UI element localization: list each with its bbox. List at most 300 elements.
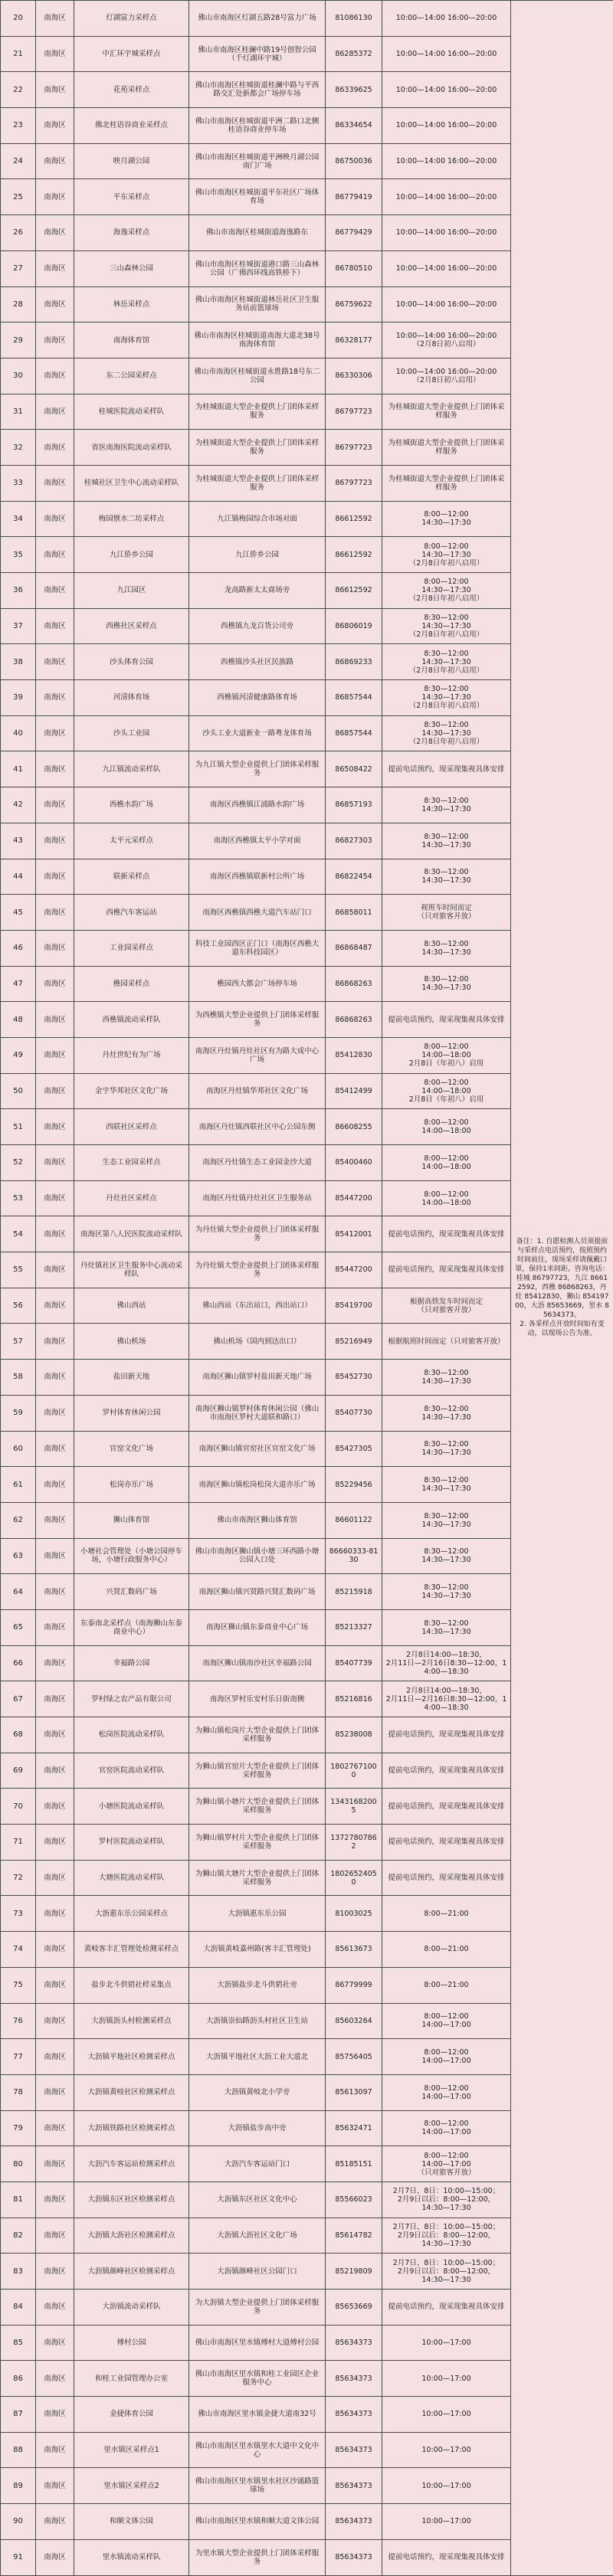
district-cell: 南海区 bbox=[36, 2182, 74, 2218]
phone-cell: 85427305 bbox=[326, 1431, 382, 1467]
opening-hours-cell: 10:00—17:00 bbox=[382, 2432, 511, 2468]
site-name-cell: 西樵水韵广场 bbox=[74, 787, 189, 823]
phone-cell: 86608255 bbox=[326, 1109, 382, 1145]
opening-hours-cell: 8:00—12:00 14:00—18:00 2月8日（年初八）启用 bbox=[382, 1037, 511, 1073]
opening-hours-cell: 8:00—12:00 14:00—17:00 （只对旅客开放） bbox=[382, 2146, 511, 2182]
phone-cell: 86601122 bbox=[326, 1502, 382, 1538]
address-cell: 大沥镇平地社区大沥工业大道北 bbox=[189, 2039, 326, 2075]
district-cell: 南海区 bbox=[36, 2539, 74, 2575]
phone-cell: 85653669 bbox=[326, 2290, 382, 2326]
address-cell: 沙头工业大道新业一路粤龙体育场 bbox=[189, 715, 326, 751]
row-number-cell: 74 bbox=[1, 1932, 36, 1968]
site-name-cell: 大塘医院流动采样队 bbox=[74, 1860, 189, 1896]
site-name-cell: 丹灶镇社区卫生服务中心流动采样队 bbox=[74, 1252, 189, 1288]
opening-hours-cell: 为桂城街道大型企业提供上门团体采样服务 bbox=[382, 465, 511, 501]
district-cell: 南海区 bbox=[36, 1932, 74, 1968]
row-number-cell: 65 bbox=[1, 1609, 36, 1645]
row-number-cell: 82 bbox=[1, 2218, 36, 2254]
address-cell: 南海区丹灶镇丹灶社区卫生服务站 bbox=[189, 1180, 326, 1216]
row-number-cell: 72 bbox=[1, 1860, 36, 1896]
opening-hours-cell: 根据航班时间而定（只对旅客开放） bbox=[382, 1324, 511, 1360]
district-cell: 南海区 bbox=[36, 1288, 74, 1324]
phone-cell: 85412001 bbox=[326, 1216, 382, 1252]
district-cell: 南海区 bbox=[36, 930, 74, 966]
row-number-cell: 84 bbox=[1, 2290, 36, 2326]
phone-cell: 85216816 bbox=[326, 1681, 382, 1717]
address-cell: 大沥汽车客运站门口 bbox=[189, 2146, 326, 2182]
row-number-cell: 62 bbox=[1, 1502, 36, 1538]
address-cell: 大沥镇盐步高中旁 bbox=[189, 2110, 326, 2146]
opening-hours-cell: 8:30—12:00 14:30—17:30 bbox=[382, 787, 511, 823]
opening-hours-cell: 8:30—12:00 14:30—17:30 bbox=[382, 823, 511, 859]
row-number-cell: 23 bbox=[1, 108, 36, 144]
opening-hours-cell: 8:30—12:00 14:30—17:30 bbox=[382, 859, 511, 895]
district-cell: 南海区 bbox=[36, 1753, 74, 1789]
district-cell: 南海区 bbox=[36, 2218, 74, 2254]
site-name-cell: 桂城社区卫生中心流动采样队 bbox=[74, 465, 189, 501]
district-cell: 南海区 bbox=[36, 286, 74, 322]
district-cell: 南海区 bbox=[36, 1109, 74, 1145]
district-cell: 南海区 bbox=[36, 895, 74, 931]
address-cell: 为狮山镇小塘片大型企业提供上门团体采样服务 bbox=[189, 1789, 326, 1825]
phone-cell: 86612592 bbox=[326, 501, 382, 537]
district-cell: 南海区 bbox=[36, 501, 74, 537]
site-name-cell: 小塘医院流动采样队 bbox=[74, 1789, 189, 1825]
address-cell: 为桂城街道大型企业提供上门团体采样服务 bbox=[189, 465, 326, 501]
district-cell: 南海区 bbox=[36, 2074, 74, 2110]
row-number-cell: 55 bbox=[1, 1252, 36, 1288]
row-number-cell: 77 bbox=[1, 2039, 36, 2075]
address-cell: 佛山市南海区桂澜中路19号创智公园（千灯湖环宇城） bbox=[189, 36, 326, 72]
site-name-cell: 桂城医院流动采样队 bbox=[74, 394, 189, 430]
row-number-cell: 27 bbox=[1, 250, 36, 286]
district-cell: 南海区 bbox=[36, 1825, 74, 1861]
district-cell: 南海区 bbox=[36, 36, 74, 72]
opening-hours-cell: 8:30—12:00 14:30—17:30 （2月8日年初八启用） bbox=[382, 680, 511, 716]
site-name-cell: 灯湖富力采样点 bbox=[74, 1, 189, 37]
row-number-cell: 43 bbox=[1, 823, 36, 859]
district-cell: 南海区 bbox=[36, 608, 74, 644]
address-cell: 为西樵镇大型企业提供上门团体采样服务 bbox=[189, 1002, 326, 1038]
opening-hours-cell: 提前电话预约，现采现集视具体安排 bbox=[382, 1216, 511, 1252]
row-number-cell: 59 bbox=[1, 1395, 36, 1431]
opening-hours-cell: 提前电话预约，现采现集视具体安排 bbox=[382, 2539, 511, 2575]
row-number-cell: 70 bbox=[1, 1789, 36, 1825]
phone-cell: 86612592 bbox=[326, 573, 382, 609]
row-number-cell: 81 bbox=[1, 2182, 36, 2218]
opening-hours-cell: 8:30—12:00 14:30—17:30 bbox=[382, 966, 511, 1002]
opening-hours-cell: 2月8日14:00—18:30， 2月11日—2月16日8:30—12:00，14:00—18:30 bbox=[382, 1645, 511, 1681]
district-cell: 南海区 bbox=[36, 1609, 74, 1645]
site-name-cell: 大沥惠东乐公园采样点 bbox=[74, 1896, 189, 1932]
address-cell: 南海区罗村乐安村乐日街南侧 bbox=[189, 1681, 326, 1717]
district-cell: 南海区 bbox=[36, 215, 74, 251]
site-name-cell: 幸福路公园 bbox=[74, 1645, 189, 1681]
district-cell: 南海区 bbox=[36, 1, 74, 37]
site-name-cell: 罗村绿之农产品有限公司 bbox=[74, 1681, 189, 1717]
site-name-cell: 九江园区 bbox=[74, 573, 189, 609]
opening-hours-cell: 8:30—12:00 14:30—17:30 bbox=[382, 1467, 511, 1503]
phone-cell: 81003025 bbox=[326, 1896, 382, 1932]
opening-hours-cell: 10:00—14:00 16:00—20:00 bbox=[382, 286, 511, 322]
address-cell: 佛山市南海区桂城街道永胜路18号东二公园 bbox=[189, 358, 326, 394]
address-cell: 为丹灶镇大型企业提供上门团体采样服务 bbox=[189, 1252, 326, 1288]
row-number-cell: 63 bbox=[1, 1538, 36, 1574]
phone-cell: 18027671000 bbox=[326, 1753, 382, 1789]
phone-cell: 85634373 bbox=[326, 2468, 382, 2504]
address-cell: 佛山市南海区里水镇傅村大道傅村公园 bbox=[189, 2325, 326, 2361]
address-cell: 为九江镇大型企业提供上门团体采样服务 bbox=[189, 751, 326, 787]
phone-cell: 85634373 bbox=[326, 2432, 382, 2468]
phone-cell: 86328177 bbox=[326, 322, 382, 358]
row-number-cell: 71 bbox=[1, 1825, 36, 1861]
address-cell: 佛山市南海区桂城街道海逸路东 bbox=[189, 215, 326, 251]
address-cell: 大沥镇黄岐嘉州路(客丰汇管理处) bbox=[189, 1932, 326, 1968]
phone-cell: 86780510 bbox=[326, 250, 382, 286]
address-cell: 龙高路新太太商场旁 bbox=[189, 573, 326, 609]
phone-cell: 86868487 bbox=[326, 930, 382, 966]
opening-hours-cell: 8:00—12:00 14:00—17:00 bbox=[382, 2110, 511, 2146]
site-name-cell: 联新采样点 bbox=[74, 859, 189, 895]
row-number-cell: 58 bbox=[1, 1360, 36, 1396]
address-cell: 南海区狮山镇罗村盐田新天地广场 bbox=[189, 1360, 326, 1396]
opening-hours-cell: 视班车时间而定 （只对旅客开放） bbox=[382, 895, 511, 931]
opening-hours-cell: 提前电话预约，现采现集视具体安排 bbox=[382, 1860, 511, 1896]
site-name-cell: 大沥汽车客运站检测采样点 bbox=[74, 2146, 189, 2182]
phone-cell: 86797723 bbox=[326, 394, 382, 430]
phone-cell: 86508422 bbox=[326, 751, 382, 787]
table-body bbox=[1, 1, 613, 2576]
district-cell: 南海区 bbox=[36, 250, 74, 286]
table-row bbox=[1, 1, 613, 37]
address-cell: 佛山西站（东出站口，西出站口） bbox=[189, 1288, 326, 1324]
opening-hours-cell: 提前电话预约，现采现集视具体安排 bbox=[382, 2290, 511, 2326]
site-name-cell: 盐步北斗供销社样采集点 bbox=[74, 1967, 189, 2003]
opening-hours-cell: 8:30—12:00 14:30—17:30 bbox=[382, 1502, 511, 1538]
address-cell: 南海区狮山镇兴贤路兴贤汇数码广场 bbox=[189, 1574, 326, 1610]
address-cell: 南海区丹灶镇西联社区中心公园东侧 bbox=[189, 1109, 326, 1145]
district-cell: 南海区 bbox=[36, 2397, 74, 2433]
row-number-cell: 21 bbox=[1, 36, 36, 72]
district-cell: 南海区 bbox=[36, 573, 74, 609]
opening-hours-cell: 8:00—12:00 14:00—17:00 bbox=[382, 2074, 511, 2110]
site-name-cell: 平东采样点 bbox=[74, 179, 189, 215]
opening-hours-cell: 8:00—21:00 bbox=[382, 1967, 511, 2003]
district-cell: 南海区 bbox=[36, 1538, 74, 1574]
row-number-cell: 29 bbox=[1, 322, 36, 358]
address-cell: 九江镇梅园综合市场对面 bbox=[189, 501, 326, 537]
site-name-cell: 工业园采样点 bbox=[74, 930, 189, 966]
row-number-cell: 76 bbox=[1, 2003, 36, 2039]
site-name-cell: 河清体育场 bbox=[74, 680, 189, 716]
phone-cell: 86779429 bbox=[326, 215, 382, 251]
phone-cell: 85756405 bbox=[326, 2039, 382, 2075]
phone-cell: 86285372 bbox=[326, 36, 382, 72]
district-cell: 南海区 bbox=[36, 1360, 74, 1396]
site-name-cell: 官窑医院流动采样队 bbox=[74, 1753, 189, 1789]
district-cell: 南海区 bbox=[36, 1395, 74, 1431]
address-cell: 佛山市南海区桂城街道平洲映月湖公园南门广场 bbox=[189, 143, 326, 179]
phone-cell: 85219809 bbox=[326, 2254, 382, 2290]
phone-cell: 86869233 bbox=[326, 644, 382, 680]
phone-cell: 85400460 bbox=[326, 1145, 382, 1181]
address-cell: 西樵镇河清健康路体育场 bbox=[189, 680, 326, 716]
district-cell: 南海区 bbox=[36, 1073, 74, 1109]
address-cell: 南海区丹灶镇丹灶社区有为路大成中心广场 bbox=[189, 1037, 326, 1073]
site-name-cell: 大沥镇颜峰社区检测采样点 bbox=[74, 2254, 189, 2290]
opening-hours-cell: 提前电话预约，现采现集视具体安排 bbox=[382, 1753, 511, 1789]
opening-hours-cell: 8:00—12:00 14:00—18:00 bbox=[382, 1145, 511, 1181]
address-cell: 科技工业园西区正门口（南海区西樵大道东科技园区） bbox=[189, 930, 326, 966]
district-cell: 南海区 bbox=[36, 715, 74, 751]
address-cell: 南海区西樵镇江浦路水韵广场 bbox=[189, 787, 326, 823]
site-name-cell: 兴贤汇数码广场 bbox=[74, 1574, 189, 1610]
district-cell: 南海区 bbox=[36, 394, 74, 430]
phone-cell: 86339625 bbox=[326, 72, 382, 108]
site-name-cell: 南海体育馆 bbox=[74, 322, 189, 358]
row-number-cell: 75 bbox=[1, 1967, 36, 2003]
opening-hours-cell: 10:00—14:00 16:00—20:00 bbox=[382, 36, 511, 72]
phone-cell: 85634373 bbox=[326, 2325, 382, 2361]
district-cell: 南海区 bbox=[36, 2003, 74, 2039]
row-number-cell: 36 bbox=[1, 573, 36, 609]
row-number-cell: 90 bbox=[1, 2504, 36, 2540]
row-number-cell: 79 bbox=[1, 2110, 36, 2146]
row-number-cell: 85 bbox=[1, 2325, 36, 2361]
district-cell: 南海区 bbox=[36, 1324, 74, 1360]
site-name-cell: 小塘社会管理处（小塘公园停车场，小塘行政服务中心） bbox=[74, 1538, 189, 1574]
district-cell: 南海区 bbox=[36, 859, 74, 895]
address-cell: 南海区狮山镇松岗松岗大道亦乐广场 bbox=[189, 1467, 326, 1503]
opening-hours-cell: 8:30—12:00 14:30—17:30 （2月8日年初八启用） bbox=[382, 715, 511, 751]
opening-hours-cell: 2月8日14:00—18:30， 2月11日—2月16日8:30—12:00，14:00—18:30 bbox=[382, 1681, 511, 1717]
opening-hours-cell: 8:00—21:00 bbox=[382, 1896, 511, 1932]
opening-hours-cell: 提前电话预约，现采现集视具体安排 bbox=[382, 1825, 511, 1861]
phone-cell: 85614782 bbox=[326, 2218, 382, 2254]
district-cell: 南海区 bbox=[36, 143, 74, 179]
site-name-cell: 林岳采样点 bbox=[74, 286, 189, 322]
phone-cell: 85213327 bbox=[326, 1609, 382, 1645]
site-name-cell: 盐田新天地 bbox=[74, 1360, 189, 1396]
site-name-cell: 佛山机场 bbox=[74, 1324, 189, 1360]
district-cell: 南海区 bbox=[36, 1002, 74, 1038]
address-cell: 佛山市南海区桂城街道港口路三山森林公园（广佛西环线高铁桥下） bbox=[189, 250, 326, 286]
row-number-cell: 52 bbox=[1, 1145, 36, 1181]
row-number-cell: 33 bbox=[1, 465, 36, 501]
row-number-cell: 45 bbox=[1, 895, 36, 931]
district-cell: 南海区 bbox=[36, 2110, 74, 2146]
phone-cell: 85407739 bbox=[326, 1645, 382, 1681]
district-cell: 南海区 bbox=[36, 72, 74, 108]
row-number-cell: 42 bbox=[1, 787, 36, 823]
row-number-cell: 31 bbox=[1, 394, 36, 430]
site-name-cell: 沙头工业园 bbox=[74, 715, 189, 751]
phone-cell: 85238008 bbox=[326, 1717, 382, 1753]
site-name-cell: 里水镇区采样点1 bbox=[74, 2432, 189, 2468]
district-cell: 南海区 bbox=[36, 1037, 74, 1073]
phone-cell: 13727807862 bbox=[326, 1825, 382, 1861]
phone-cell: 85407730 bbox=[326, 1395, 382, 1431]
opening-hours-cell: 8:30—12:00 14:30—17:30 bbox=[382, 1609, 511, 1645]
opening-hours-cell: 10:00—17:00 bbox=[382, 2361, 511, 2397]
phone-cell: 86334654 bbox=[326, 108, 382, 144]
district-cell: 南海区 bbox=[36, 2325, 74, 2361]
phone-cell: 86330306 bbox=[326, 358, 382, 394]
row-number-cell: 61 bbox=[1, 1467, 36, 1503]
row-number-cell: 68 bbox=[1, 1717, 36, 1753]
opening-hours-cell: 提前电话预约，现采现集视具体安排 bbox=[382, 1717, 511, 1753]
phone-cell: 86806019 bbox=[326, 608, 382, 644]
site-name-cell: 三山森林公园 bbox=[74, 250, 189, 286]
row-number-cell: 30 bbox=[1, 358, 36, 394]
row-number-cell: 53 bbox=[1, 1180, 36, 1216]
phone-cell: 85634373 bbox=[326, 2539, 382, 2575]
site-name-cell: 丹灶世纪有为广场 bbox=[74, 1037, 189, 1073]
phone-cell: 86822454 bbox=[326, 859, 382, 895]
opening-hours-cell: 10:00—14:00 16:00—20:00 bbox=[382, 250, 511, 286]
opening-hours-cell: 提前电话预约，现采现集视具体安排 bbox=[382, 1252, 511, 1288]
row-number-cell: 48 bbox=[1, 1002, 36, 1038]
row-number-cell: 67 bbox=[1, 1681, 36, 1717]
address-cell: 南海区西樵镇联新村公所广场 bbox=[189, 859, 326, 895]
opening-hours-cell: 8:00—12:00 14:00—18:00 2月8日（年初八）启用 bbox=[382, 1073, 511, 1109]
address-cell: 佛山市南海区里水镇金捷大道南32号 bbox=[189, 2397, 326, 2433]
district-cell: 南海区 bbox=[36, 537, 74, 573]
address-cell: 为狮山镇松岗片大型企业提供上门团体采样服务 bbox=[189, 1717, 326, 1753]
phone-cell: 85452730 bbox=[326, 1360, 382, 1396]
address-cell: 九江侨乡公园 bbox=[189, 537, 326, 573]
site-name-cell: 大沥镇黄岐社区检测采样点 bbox=[74, 2074, 189, 2110]
district-cell: 南海区 bbox=[36, 823, 74, 859]
site-name-cell: 大沥镇东区社区检测采样点 bbox=[74, 2182, 189, 2218]
row-number-cell: 91 bbox=[1, 2539, 36, 2575]
district-cell: 南海区 bbox=[36, 1145, 74, 1181]
phone-cell: 85447200 bbox=[326, 1252, 382, 1288]
site-name-cell: 九江侨乡公园 bbox=[74, 537, 189, 573]
address-cell: 大沥镇颜峰社区公园门口 bbox=[189, 2254, 326, 2290]
site-name-cell: 松岗医院流动采样队 bbox=[74, 1717, 189, 1753]
address-cell: 大沥镇惠东乐公园 bbox=[189, 1896, 326, 1932]
opening-hours-cell: 8:00—12:00 14:00—17:00 bbox=[382, 2039, 511, 2075]
phone-cell: 86779999 bbox=[326, 1967, 382, 2003]
phone-cell: 86779419 bbox=[326, 179, 382, 215]
site-name-cell: 花苑采样点 bbox=[74, 72, 189, 108]
opening-hours-cell: 8:00—12:00 14:30—17:30 （2月8日年初八启用） bbox=[382, 573, 511, 609]
opening-hours-cell: 8:00—12:00 14:30—17:30 bbox=[382, 501, 511, 537]
district-cell: 南海区 bbox=[36, 1789, 74, 1825]
site-name-cell: 九江镇流动采样队 bbox=[74, 751, 189, 787]
row-number-cell: 80 bbox=[1, 2146, 36, 2182]
site-name-cell: 丹灶社区采样点 bbox=[74, 1180, 189, 1216]
address-cell: 南海区西樵镇西樵大道汽车站门口 bbox=[189, 895, 326, 931]
row-number-cell: 87 bbox=[1, 2397, 36, 2433]
opening-hours-cell: 为桂城街道大型企业提供上门团体采样服务 bbox=[382, 430, 511, 466]
row-number-cell: 20 bbox=[1, 1, 36, 37]
opening-hours-cell: 根据高铁发车时间而定 （只对旅客开放） bbox=[382, 1288, 511, 1324]
district-cell: 南海区 bbox=[36, 2504, 74, 2540]
address-cell: 佛山市南海区狮山体育馆 bbox=[189, 1502, 326, 1538]
address-cell: 为桂城街道大型企业提供上门团体采样服务 bbox=[189, 430, 326, 466]
district-cell: 南海区 bbox=[36, 644, 74, 680]
opening-hours-cell: 提前电话预约，现采现集视具体安排 bbox=[382, 1789, 511, 1825]
row-number-cell: 26 bbox=[1, 215, 36, 251]
row-number-cell: 78 bbox=[1, 2074, 36, 2110]
opening-hours-cell: 8:30—12:00 14:30—17:30 bbox=[382, 1395, 511, 1431]
site-name-cell: 大沥镇大沥社区检测采样点 bbox=[74, 2218, 189, 2254]
site-name-cell: 樵园采样点 bbox=[74, 966, 189, 1002]
district-cell: 南海区 bbox=[36, 1216, 74, 1252]
address-cell: 为里水镇大型企业提供上门团体采样服务 bbox=[189, 2539, 326, 2575]
site-name-cell: 海逸采样点 bbox=[74, 215, 189, 251]
address-cell: 大沥镇黄岐北小学旁 bbox=[189, 2074, 326, 2110]
row-number-cell: 39 bbox=[1, 680, 36, 716]
site-name-cell: 西樵汽车客运站 bbox=[74, 895, 189, 931]
phone-cell: 86868263 bbox=[326, 966, 382, 1002]
row-number-cell: 32 bbox=[1, 430, 36, 466]
address-cell: 大沥镇大沥社区文化广场 bbox=[189, 2218, 326, 2254]
phone-cell: 86857544 bbox=[326, 680, 382, 716]
opening-hours-cell: 8:30—12:00 14:30—17:30 bbox=[382, 1538, 511, 1574]
site-name-cell: 大沥镇铁路社区检测采样点 bbox=[74, 2110, 189, 2146]
opening-hours-cell: 10:00—14:00 16:00—20:00 bbox=[382, 179, 511, 215]
site-name-cell: 太平元采样点 bbox=[74, 823, 189, 859]
phone-cell: 85613097 bbox=[326, 2074, 382, 2110]
district-cell: 南海区 bbox=[36, 1252, 74, 1288]
remark-cell: 备注：1. 自愿检测人员须提前与采样点电话预约，按照预约时间前往，现场采样请佩戴口罩，保持1米间距。咨询电话：桂城 86797723，九江 86612592，西樵 86868263，丹灶 85412830，狮山 85419700，大沥 85653669，里水 85634373。 2. 各采样点开放时间如有变动，以现场公告为准。 bbox=[511, 1, 613, 2576]
site-name-cell: 西联社区采样点 bbox=[74, 1109, 189, 1145]
phone-cell: 18026524050 bbox=[326, 1860, 382, 1896]
site-name-cell: 金宇华邦社区文化广场 bbox=[74, 1073, 189, 1109]
address-cell: 南海区丹灶镇生态工业园金沙大道 bbox=[189, 1145, 326, 1181]
site-name-cell: 金捷体育公园 bbox=[74, 2397, 189, 2433]
opening-hours-cell: 提前电话预约，现采现集视具体安排 bbox=[382, 751, 511, 787]
phone-cell: 85634373 bbox=[326, 2361, 382, 2397]
phone-cell: 85613673 bbox=[326, 1932, 382, 1968]
phone-cell: 86857193 bbox=[326, 787, 382, 823]
opening-hours-cell: 8:00—12:00 14:30—17:30 （2月8日年初八启用） bbox=[382, 537, 511, 573]
site-name-cell: 省医南海医院流动采样队 bbox=[74, 430, 189, 466]
row-number-cell: 34 bbox=[1, 501, 36, 537]
site-name-cell: 罗村体育休闲公园 bbox=[74, 1395, 189, 1431]
phone-cell: 13431682005 bbox=[326, 1789, 382, 1825]
opening-hours-cell: 8:00—12:00 14:00—18:00 bbox=[382, 1180, 511, 1216]
district-cell: 南海区 bbox=[36, 1180, 74, 1216]
address-cell: 为狮山镇官窑片大型企业提供上门团体采样服务 bbox=[189, 1753, 326, 1789]
site-name-cell: 和桂工业园管理办公室 bbox=[74, 2361, 189, 2397]
opening-hours-cell: 10:00—14:00 16:00—20:00 bbox=[382, 1, 511, 37]
district-cell: 南海区 bbox=[36, 1717, 74, 1753]
district-cell: 南海区 bbox=[36, 1645, 74, 1681]
address-cell: 佛山机场（国内到达出口） bbox=[189, 1324, 326, 1360]
district-cell: 南海区 bbox=[36, 2039, 74, 2075]
opening-hours-cell: 8:00—12:00 14:00—18:00 bbox=[382, 1109, 511, 1145]
phone-cell: 85216949 bbox=[326, 1324, 382, 1360]
row-number-cell: 38 bbox=[1, 644, 36, 680]
row-number-cell: 89 bbox=[1, 2468, 36, 2504]
row-number-cell: 47 bbox=[1, 966, 36, 1002]
row-number-cell: 50 bbox=[1, 1073, 36, 1109]
site-name-cell: 大沥镇沥头村检测采样点 bbox=[74, 2003, 189, 2039]
district-cell: 南海区 bbox=[36, 108, 74, 144]
site-name-cell: 梅园惬水二坊采样点 bbox=[74, 501, 189, 537]
row-number-cell: 44 bbox=[1, 859, 36, 895]
district-cell: 南海区 bbox=[36, 1431, 74, 1467]
opening-hours-cell: 10:00—17:00 bbox=[382, 2504, 511, 2540]
row-number-cell: 28 bbox=[1, 286, 36, 322]
district-cell: 南海区 bbox=[36, 1681, 74, 1717]
site-name-cell: 大沥镇流动采样队 bbox=[74, 2290, 189, 2326]
phone-cell: 86797723 bbox=[326, 465, 382, 501]
